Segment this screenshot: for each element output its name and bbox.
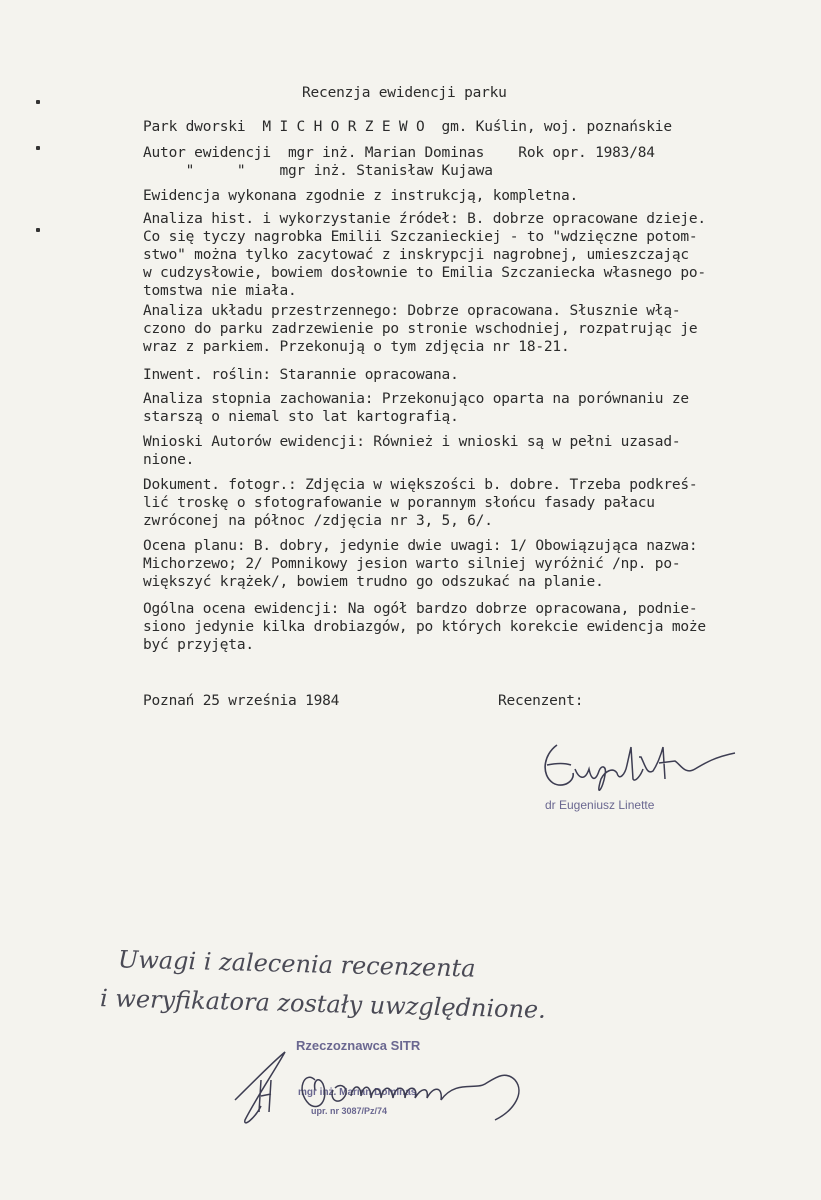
text-line: Michorzewo; 2/ Pomnikowy jesion warto silniej wyróżnić /np. po- xyxy=(143,556,681,572)
text-line: tomstwa nie miała. xyxy=(143,283,297,299)
paragraph-plan-evaluation xyxy=(143,537,697,591)
margin-mark xyxy=(36,100,40,104)
text-line: Analiza układu przestrzennego: Dobrze opracowana. Słusznie włą- xyxy=(143,303,681,319)
stamp-license: upr. nr 3087/Pz/74 xyxy=(311,1106,388,1116)
document-title: Recenzja ewidencji parku xyxy=(302,85,507,101)
author-signature xyxy=(215,1040,555,1140)
author-line-1: Autor ewidencji mgr inż. Marian Dominas Rok opr. 1983/84 xyxy=(143,145,655,161)
text-line: Inwent. roślin: Starannie opracowana. xyxy=(143,367,459,383)
paragraph-completeness xyxy=(143,187,578,205)
text-line: być przyjęta. xyxy=(143,637,254,653)
paragraph-overall-evaluation xyxy=(143,600,706,654)
paragraph-spatial-analysis xyxy=(143,302,697,356)
place-date: Poznań 25 września 1984 xyxy=(143,693,340,709)
reviewer-name-stamp: dr Eugeniusz Linette xyxy=(545,798,655,812)
text-line: stwo" można tylko zacytować z inskrypcji nagrobnej, umieszczając xyxy=(143,247,689,263)
author-line-2: " " mgr inż. Stanisław Kujawa xyxy=(143,163,493,179)
stamp-name: mgr inż. Marian Dominas xyxy=(298,1087,417,1098)
paragraph-history-analysis xyxy=(143,210,706,300)
stamp-title: Rzeczoznawca SITR xyxy=(296,1038,421,1053)
paragraph-plant-inventory xyxy=(143,366,459,384)
text-line: czono do parku zadrzewienie po stronie wschodniej, rozpatrując je xyxy=(143,321,698,337)
text-line: nione. xyxy=(143,452,195,468)
text-line: Co się tyczy nagrobka Emilii Szczanieckiej - to "wdzięczne potom- xyxy=(143,229,698,245)
text-line: zwróconej na północ /zdjęcia nr 3, 5, 6/. xyxy=(143,513,493,529)
text-line: Analiza hist. i wykorzystanie źródeł: B. dobrze opracowane dzieje. xyxy=(143,211,706,227)
text-line: starszą o niemal sto lat kartografią. xyxy=(143,409,459,425)
handwritten-note-line-1: Uwagi i zalecenia recenzenta xyxy=(117,945,476,983)
text-line: w cudzysłowie, bowiem dosłownie to Emilia Szczaniecka własnego po- xyxy=(143,265,706,281)
handwritten-note-line-2: i weryfikatora zostały uwzględnione. xyxy=(99,984,547,1024)
text-line: Wnioski Autorów ewidencji: Również i wnioski są w pełni uzasad- xyxy=(143,434,681,450)
paragraph-conclusions xyxy=(143,433,680,469)
paragraph-photo-documentation xyxy=(143,476,697,530)
text-line: Dokument. fotogr.: Zdjęcia w większości b. dobre. Trzeba podkreś- xyxy=(143,477,698,493)
text-line: siono jedynie kilka drobiazgów, po których korekcie ewidencja może xyxy=(143,619,706,635)
text-line: Ewidencja wykonana zgodnie z instrukcją, kompletna. xyxy=(143,188,579,204)
text-line: wraz z parkiem. Przekonują o tym zdjęcia nr 18-21. xyxy=(143,339,570,355)
paragraph-preservation xyxy=(143,390,689,426)
text-line: lić troskę o sfotografowanie w porannym słońcu fasady pałacu xyxy=(143,495,655,511)
text-line: większyć krążek/, bowiem trudno go odszukać na planie. xyxy=(143,574,604,590)
margin-mark xyxy=(36,146,40,150)
text-line: Analiza stopnia zachowania: Przekonująco oparta na porównaniu ze xyxy=(143,391,689,407)
reviewer-label: Recenzent: xyxy=(498,693,584,709)
park-line: Park dworski M I C H O R Z E W O gm. Kuślin, woj. poznańskie xyxy=(143,119,672,135)
text-line: Ogólna ocena ewidencji: Na ogół bardzo dobrze opracowana, podnie- xyxy=(143,601,698,617)
text-line: Ocena planu: B. dobry, jedynie dwie uwagi: 1/ Obowiązująca nazwa: xyxy=(143,538,698,554)
margin-mark xyxy=(36,228,40,232)
